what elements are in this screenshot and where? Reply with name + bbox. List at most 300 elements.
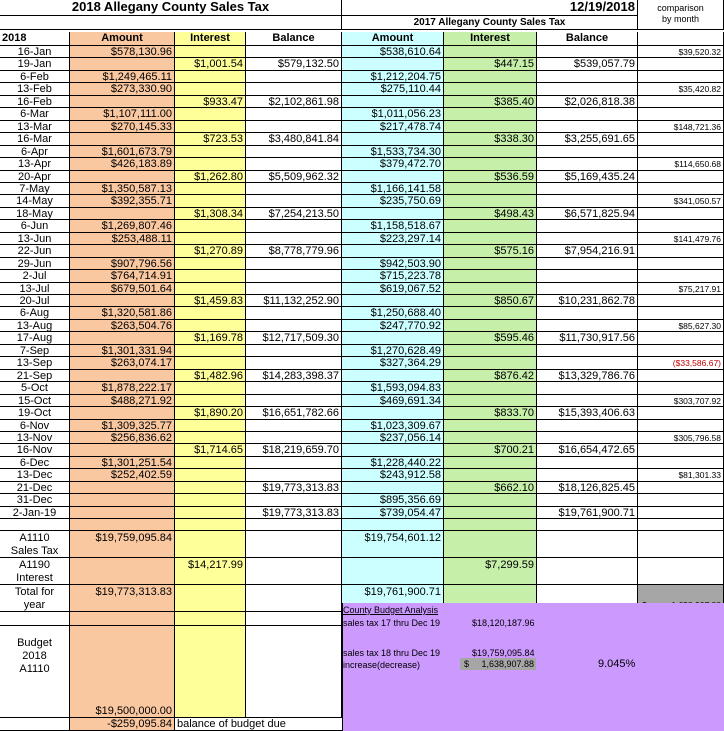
row-interest-2018[interactable]: [175, 382, 246, 395]
row-interest-2017[interactable]: [444, 345, 537, 357]
row-balance-2017[interactable]: [537, 108, 638, 121]
row-amount-2017[interactable]: $715,223.78: [342, 270, 444, 283]
row-balance-2018[interactable]: [246, 158, 342, 171]
row-interest-2018[interactable]: $1,270.89: [175, 245, 246, 258]
row-balance-2018[interactable]: $14,283,398.37: [246, 370, 342, 382]
row-interest-2017[interactable]: [444, 382, 537, 395]
row-interest-2017[interactable]: $662.10: [444, 482, 537, 494]
row-interest-2017[interactable]: [444, 494, 537, 507]
report-date[interactable]: 12/19/2018: [444, 0, 638, 16]
row-interest-2018[interactable]: $1,482.96: [175, 370, 246, 382]
row-date[interactable]: 19-Jan: [0, 58, 70, 71]
row-interest-2017[interactable]: $876.42: [444, 370, 537, 382]
row-balance-2017[interactable]: $18,126,825.45: [537, 482, 638, 494]
row-amount-2018[interactable]: [70, 444, 175, 457]
row-amount-2018[interactable]: [70, 370, 175, 382]
row-interest-2018[interactable]: [175, 46, 246, 58]
row-interest-2018[interactable]: [175, 457, 246, 469]
row-balance-2018[interactable]: $18,219,659.70: [246, 444, 342, 457]
row-interest-2017[interactable]: [444, 357, 537, 370]
cell[interactable]: [0, 16, 342, 30]
row-interest-2017[interactable]: [444, 220, 537, 233]
row-comparison[interactable]: $341,050.57: [638, 195, 724, 208]
row-amount-2017[interactable]: [342, 370, 444, 382]
row-interest-2017[interactable]: $575.16: [444, 245, 537, 258]
row-interest-2017[interactable]: [444, 83, 537, 96]
row-amount-2018[interactable]: $907,796.56: [70, 258, 175, 270]
row-balance-2017[interactable]: [537, 432, 638, 444]
title-2017[interactable]: 2017 Allegany County Sales Tax: [342, 16, 638, 30]
row-amount-2017[interactable]: $237,056.14: [342, 432, 444, 444]
row-comparison[interactable]: [638, 507, 724, 519]
row-comparison[interactable]: [638, 420, 724, 432]
row-amount-2017[interactable]: $379,472.70: [342, 158, 444, 171]
row-amount-2017[interactable]: $739,054.47: [342, 507, 444, 519]
row-interest-2017[interactable]: [444, 432, 537, 444]
row-interest-2018[interactable]: [175, 158, 246, 171]
row-amount-2018[interactable]: $1,350,587.13: [70, 183, 175, 195]
row-balance-2018[interactable]: [246, 233, 342, 245]
row-balance-2018[interactable]: [246, 270, 342, 283]
row-amount-2017[interactable]: $1,533,734.30: [342, 146, 444, 158]
row-balance-2017[interactable]: [537, 146, 638, 158]
row-date[interactable]: 5-Oct: [0, 382, 70, 395]
row-balance-2018[interactable]: [246, 307, 342, 320]
row-comparison[interactable]: [638, 494, 724, 507]
row-date[interactable]: 13-Dec: [0, 469, 70, 482]
row-comparison[interactable]: [638, 295, 724, 307]
row-comparison[interactable]: $75,217.91: [638, 283, 724, 295]
cell[interactable]: [246, 585, 342, 612]
row-amount-2017[interactable]: $469,691.34: [342, 395, 444, 407]
blank-cell[interactable]: [175, 519, 246, 531]
row-interest-2017[interactable]: $833.70: [444, 407, 537, 420]
header-balance-2018[interactable]: Balance: [246, 32, 342, 46]
row-interest-2017[interactable]: [444, 258, 537, 270]
row-date[interactable]: 19-Oct: [0, 407, 70, 420]
row-date[interactable]: 21-Dec: [0, 482, 70, 494]
row-amount-2018[interactable]: [70, 332, 175, 345]
row-amount-2018[interactable]: [70, 507, 175, 519]
row-balance-2017[interactable]: [537, 158, 638, 171]
row-amount-2018[interactable]: $1,878,222.17: [70, 382, 175, 395]
row-interest-2017[interactable]: [444, 195, 537, 208]
row-amount-2017[interactable]: [342, 208, 444, 220]
row-balance-2017[interactable]: [537, 270, 638, 283]
row-balance-2018[interactable]: [246, 108, 342, 121]
row-interest-2018[interactable]: [175, 395, 246, 407]
row-amount-2017[interactable]: [342, 295, 444, 307]
row-comparison[interactable]: [638, 482, 724, 494]
row-balance-2017[interactable]: [537, 258, 638, 270]
row-balance-2017[interactable]: $19,761,900.71: [537, 507, 638, 519]
row-amount-2018[interactable]: [70, 295, 175, 307]
row-date[interactable]: 22-Jun: [0, 245, 70, 258]
row-comparison[interactable]: [638, 208, 724, 220]
row-balance-2018[interactable]: $5,509,962.32: [246, 171, 342, 183]
row-date[interactable]: 18-May: [0, 208, 70, 220]
row-date[interactable]: 13-Sep: [0, 357, 70, 370]
row-balance-2017[interactable]: $13,329,786.76: [537, 370, 638, 382]
balance-due[interactable]: -$259,095.84: [70, 718, 175, 731]
row-balance-2018[interactable]: [246, 258, 342, 270]
row-interest-2017[interactable]: [444, 283, 537, 295]
row-amount-2018[interactable]: $256,836.62: [70, 432, 175, 444]
row-balance-2018[interactable]: [246, 420, 342, 432]
cell[interactable]: [342, 0, 444, 16]
row-balance-2018[interactable]: [246, 183, 342, 195]
row-amount-2018[interactable]: $1,269,807.46: [70, 220, 175, 233]
row-interest-2017[interactable]: [444, 183, 537, 195]
row-interest-2018[interactable]: [175, 507, 246, 519]
row-date[interactable]: 6-Aug: [0, 307, 70, 320]
row-balance-2017[interactable]: $10,231,862.78: [537, 295, 638, 307]
row-comparison[interactable]: [638, 457, 724, 469]
row-comparison[interactable]: $35,420.82: [638, 83, 724, 96]
row-balance-2018[interactable]: $19,773,313.83: [246, 507, 342, 519]
cell[interactable]: [246, 612, 342, 626]
row-amount-2017[interactable]: $327,364.29: [342, 357, 444, 370]
header-balance-2017[interactable]: Balance: [537, 32, 638, 46]
row-balance-2018[interactable]: [246, 357, 342, 370]
row-comparison[interactable]: [638, 220, 724, 233]
row-interest-2018[interactable]: [175, 482, 246, 494]
row-interest-2017[interactable]: [444, 420, 537, 432]
row-interest-2018[interactable]: $1,714.65: [175, 444, 246, 457]
row-comparison[interactable]: [638, 332, 724, 345]
row-comparison[interactable]: [638, 108, 724, 121]
row-balance-2018[interactable]: [246, 195, 342, 208]
row-balance-2017[interactable]: $11,730,917.56: [537, 332, 638, 345]
cell[interactable]: [175, 626, 246, 718]
row-balance-2017[interactable]: [537, 382, 638, 395]
row-amount-2018[interactable]: [70, 171, 175, 183]
row-amount-2018[interactable]: $578,130.96: [70, 46, 175, 58]
row-comparison[interactable]: $85,627.30: [638, 320, 724, 332]
row-interest-2017[interactable]: $536.59: [444, 171, 537, 183]
row-date[interactable]: 2-Jul: [0, 270, 70, 283]
row-amount-2018[interactable]: [70, 208, 175, 220]
row-amount-2018[interactable]: $1,249,465.11: [70, 71, 175, 83]
cell[interactable]: [246, 558, 342, 585]
row-balance-2017[interactable]: $16,654,472.65: [537, 444, 638, 457]
row-comparison[interactable]: [638, 345, 724, 357]
row-comparison[interactable]: $303,707.92: [638, 395, 724, 407]
row-interest-2017[interactable]: [444, 46, 537, 58]
row-amount-2017[interactable]: $895,356.69: [342, 494, 444, 507]
row-amount-2018[interactable]: $488,271.92: [70, 395, 175, 407]
header-interest-2017[interactable]: Interest: [444, 32, 537, 46]
row-date[interactable]: 6-Jun: [0, 220, 70, 233]
row-amount-2018[interactable]: $426,183.89: [70, 158, 175, 171]
row-amount-2017[interactable]: $1,228,440.22: [342, 457, 444, 469]
row-interest-2018[interactable]: [175, 432, 246, 444]
row-balance-2018[interactable]: $16,651,782.66: [246, 407, 342, 420]
row-interest-2018[interactable]: $723.53: [175, 133, 246, 146]
row-amount-2018[interactable]: $263,074.17: [70, 357, 175, 370]
row-interest-2018[interactable]: [175, 146, 246, 158]
row-balance-2017[interactable]: $3,255,691.65: [537, 133, 638, 146]
row-date[interactable]: 7-Sep: [0, 345, 70, 357]
row-interest-2017[interactable]: [444, 146, 537, 158]
row-date[interactable]: 6-Nov: [0, 420, 70, 432]
cell[interactable]: [537, 558, 638, 585]
row-balance-2017[interactable]: [537, 320, 638, 332]
header-interest-2018[interactable]: Interest: [175, 32, 246, 46]
row-interest-2018[interactable]: [175, 270, 246, 283]
row-interest-2018[interactable]: [175, 121, 246, 133]
row-interest-2017[interactable]: [444, 395, 537, 407]
row-amount-2018[interactable]: [70, 407, 175, 420]
row-balance-2018[interactable]: [246, 395, 342, 407]
row-comparison[interactable]: [638, 58, 724, 71]
row-amount-2017[interactable]: $235,750.69: [342, 195, 444, 208]
row-balance-2017[interactable]: [537, 457, 638, 469]
row-date[interactable]: 13-Jul: [0, 283, 70, 295]
row-date[interactable]: 7-May: [0, 183, 70, 195]
row-interest-2018[interactable]: [175, 345, 246, 357]
row-balance-2017[interactable]: [537, 494, 638, 507]
row-interest-2017[interactable]: $498.43: [444, 208, 537, 220]
row-amount-2017[interactable]: [342, 407, 444, 420]
blank-cell[interactable]: [246, 519, 342, 531]
row-amount-2018[interactable]: $1,309,325.77: [70, 420, 175, 432]
row-interest-2017[interactable]: [444, 457, 537, 469]
a1190-label[interactable]: [0, 558, 70, 585]
row-interest-2018[interactable]: $1,262.80: [175, 171, 246, 183]
row-amount-2017[interactable]: $247,770.92: [342, 320, 444, 332]
row-date[interactable]: 31-Dec: [0, 494, 70, 507]
row-balance-2017[interactable]: [537, 307, 638, 320]
row-balance-2017[interactable]: $5,169,435.24: [537, 171, 638, 183]
row-amount-2017[interactable]: $538,610.64: [342, 46, 444, 58]
row-amount-2018[interactable]: $253,488.11: [70, 233, 175, 245]
row-interest-2018[interactable]: [175, 283, 246, 295]
row-interest-2018[interactable]: [175, 71, 246, 83]
row-interest-2017[interactable]: [444, 71, 537, 83]
row-interest-2017[interactable]: [444, 158, 537, 171]
row-comparison[interactable]: [638, 133, 724, 146]
row-balance-2017[interactable]: $7,954,216.91: [537, 245, 638, 258]
cell[interactable]: [638, 531, 724, 558]
row-amount-2018[interactable]: $1,320,581.86: [70, 307, 175, 320]
row-interest-2017[interactable]: [444, 270, 537, 283]
row-balance-2017[interactable]: [537, 121, 638, 133]
row-balance-2018[interactable]: $3,480,841.84: [246, 133, 342, 146]
row-balance-2017[interactable]: [537, 357, 638, 370]
total-label[interactable]: [0, 585, 70, 612]
row-interest-2018[interactable]: [175, 233, 246, 245]
row-balance-2017[interactable]: [537, 183, 638, 195]
row-interest-2018[interactable]: [175, 320, 246, 332]
row-comparison[interactable]: [638, 370, 724, 382]
row-comparison[interactable]: [638, 146, 724, 158]
row-date[interactable]: 29-Jun: [0, 258, 70, 270]
budget-amount[interactable]: $19,500,000.00: [70, 626, 175, 718]
row-amount-2017[interactable]: [342, 58, 444, 71]
row-balance-2018[interactable]: [246, 146, 342, 158]
row-amount-2018[interactable]: $270,145.33: [70, 121, 175, 133]
total-2018[interactable]: $19,773,313.83: [70, 585, 175, 612]
row-comparison[interactable]: [638, 444, 724, 457]
row-amount-2017[interactable]: $1,011,056.23: [342, 108, 444, 121]
row-amount-2017[interactable]: $619,067.52: [342, 283, 444, 295]
row-balance-2018[interactable]: [246, 83, 342, 96]
row-amount-2017[interactable]: [342, 171, 444, 183]
row-comparison[interactable]: [638, 382, 724, 395]
row-interest-2018[interactable]: [175, 469, 246, 482]
row-amount-2017[interactable]: [342, 245, 444, 258]
blank-cell[interactable]: [342, 519, 444, 531]
row-comparison[interactable]: [638, 307, 724, 320]
row-amount-2017[interactable]: $217,478.74: [342, 121, 444, 133]
row-interest-2018[interactable]: $933.47: [175, 96, 246, 108]
row-interest-2018[interactable]: [175, 357, 246, 370]
row-balance-2018[interactable]: $2,102,861.98: [246, 96, 342, 108]
row-amount-2018[interactable]: $1,301,331.94: [70, 345, 175, 357]
row-comparison[interactable]: [638, 270, 724, 283]
comparison-header[interactable]: [638, 0, 724, 30]
cell[interactable]: [537, 531, 638, 558]
row-interest-2017[interactable]: $850.67: [444, 295, 537, 307]
row-balance-2018[interactable]: [246, 469, 342, 482]
row-interest-2017[interactable]: [444, 108, 537, 121]
row-date[interactable]: 16-Jan: [0, 46, 70, 58]
cell[interactable]: [70, 612, 175, 626]
budget-label[interactable]: [0, 626, 70, 718]
row-comparison[interactable]: [638, 245, 724, 258]
cell[interactable]: [175, 585, 246, 612]
row-comparison[interactable]: $114,650.68: [638, 158, 724, 171]
row-amount-2018[interactable]: $273,330.90: [70, 83, 175, 96]
row-interest-2018[interactable]: [175, 307, 246, 320]
blank-cell[interactable]: [0, 519, 70, 531]
row-balance-2017[interactable]: [537, 469, 638, 482]
row-date[interactable]: 13-Feb: [0, 83, 70, 96]
row-balance-2017[interactable]: $2,026,818.38: [537, 96, 638, 108]
row-amount-2018[interactable]: [70, 482, 175, 494]
row-interest-2018[interactable]: $1,169.78: [175, 332, 246, 345]
row-balance-2017[interactable]: [537, 220, 638, 233]
row-date[interactable]: 20-Jul: [0, 295, 70, 307]
row-balance-2017[interactable]: [537, 395, 638, 407]
row-date[interactable]: 13-Apr: [0, 158, 70, 171]
row-balance-2017[interactable]: $15,393,406.63: [537, 407, 638, 420]
row-date[interactable]: 20-Apr: [0, 171, 70, 183]
a1190-2017[interactable]: $7,299.59: [444, 558, 537, 585]
row-interest-2018[interactable]: $1,459.83: [175, 295, 246, 307]
row-interest-2018[interactable]: [175, 494, 246, 507]
row-date[interactable]: 2-Jan-19: [0, 507, 70, 519]
row-date[interactable]: 13-Mar: [0, 121, 70, 133]
balance-due-label[interactable]: balance of budget due: [175, 718, 342, 731]
cell[interactable]: [638, 558, 724, 585]
row-date[interactable]: 14-May: [0, 195, 70, 208]
row-interest-2018[interactable]: [175, 83, 246, 96]
cell[interactable]: [175, 612, 246, 626]
row-comparison[interactable]: [638, 183, 724, 195]
row-amount-2018[interactable]: $1,601,673.79: [70, 146, 175, 158]
row-interest-2017[interactable]: [444, 469, 537, 482]
cell[interactable]: [342, 558, 444, 585]
row-balance-2018[interactable]: [246, 71, 342, 83]
row-interest-2017[interactable]: [444, 320, 537, 332]
row-comparison[interactable]: ($33,586.67): [638, 357, 724, 370]
row-amount-2018[interactable]: $679,501.64: [70, 283, 175, 295]
row-interest-2017[interactable]: [444, 507, 537, 519]
row-balance-2017[interactable]: [537, 233, 638, 245]
row-comparison[interactable]: [638, 258, 724, 270]
row-amount-2017[interactable]: $1,212,204.75: [342, 71, 444, 83]
row-date[interactable]: 6-Apr: [0, 146, 70, 158]
row-balance-2018[interactable]: [246, 220, 342, 233]
header-date[interactable]: 2018: [0, 32, 70, 46]
row-balance-2018[interactable]: [246, 382, 342, 395]
row-amount-2017[interactable]: [342, 482, 444, 494]
row-amount-2018[interactable]: $1,107,111.00: [70, 108, 175, 121]
blank-cell[interactable]: [537, 519, 638, 531]
a1190-2018[interactable]: $14,217.99: [175, 558, 246, 585]
blank-cell[interactable]: [444, 519, 537, 531]
row-interest-2017[interactable]: [444, 233, 537, 245]
row-interest-2017[interactable]: $338.30: [444, 133, 537, 146]
row-interest-2017[interactable]: $700.21: [444, 444, 537, 457]
header-comparison[interactable]: [638, 32, 724, 46]
cell[interactable]: [246, 626, 342, 718]
row-interest-2018[interactable]: [175, 420, 246, 432]
row-interest-2018[interactable]: [175, 258, 246, 270]
row-balance-2017[interactable]: [537, 283, 638, 295]
row-date[interactable]: 6-Mar: [0, 108, 70, 121]
row-amount-2018[interactable]: $263,504.76: [70, 320, 175, 332]
cell[interactable]: [246, 531, 342, 558]
row-interest-2018[interactable]: $1,308.34: [175, 208, 246, 220]
row-balance-2017[interactable]: $539,057.79: [537, 58, 638, 71]
row-balance-2018[interactable]: $8,778,779.96: [246, 245, 342, 258]
row-interest-2017[interactable]: [444, 121, 537, 133]
row-interest-2018[interactable]: $1,001.54: [175, 58, 246, 71]
row-amount-2018[interactable]: [70, 96, 175, 108]
row-amount-2018[interactable]: $764,714.91: [70, 270, 175, 283]
header-amount-2018[interactable]: Amount: [70, 32, 175, 46]
cell[interactable]: [70, 558, 175, 585]
row-interest-2018[interactable]: $1,890.20: [175, 407, 246, 420]
row-comparison[interactable]: [638, 171, 724, 183]
row-balance-2018[interactable]: [246, 46, 342, 58]
title-2018[interactable]: 2018 Allegany County Sales Tax: [0, 0, 342, 16]
row-amount-2018[interactable]: $252,402.59: [70, 469, 175, 482]
row-amount-2017[interactable]: [342, 133, 444, 146]
row-amount-2017[interactable]: $1,270,628.49: [342, 345, 444, 357]
row-date[interactable]: 13-Nov: [0, 432, 70, 444]
row-amount-2018[interactable]: [70, 133, 175, 146]
row-date[interactable]: 17-Aug: [0, 332, 70, 345]
row-amount-2017[interactable]: $1,158,518.67: [342, 220, 444, 233]
cell[interactable]: [0, 718, 70, 731]
row-balance-2018[interactable]: [246, 457, 342, 469]
row-balance-2018[interactable]: $7,254,213.50: [246, 208, 342, 220]
row-date[interactable]: 21-Sep: [0, 370, 70, 382]
row-interest-2018[interactable]: [175, 195, 246, 208]
row-date[interactable]: 15-Oct: [0, 395, 70, 407]
row-amount-2017[interactable]: $1,250,688.40: [342, 307, 444, 320]
row-balance-2018[interactable]: [246, 432, 342, 444]
row-comparison[interactable]: [638, 96, 724, 108]
row-date[interactable]: 16-Mar: [0, 133, 70, 146]
row-amount-2018[interactable]: [70, 494, 175, 507]
row-amount-2018[interactable]: [70, 245, 175, 258]
row-interest-2017[interactable]: $385.40: [444, 96, 537, 108]
